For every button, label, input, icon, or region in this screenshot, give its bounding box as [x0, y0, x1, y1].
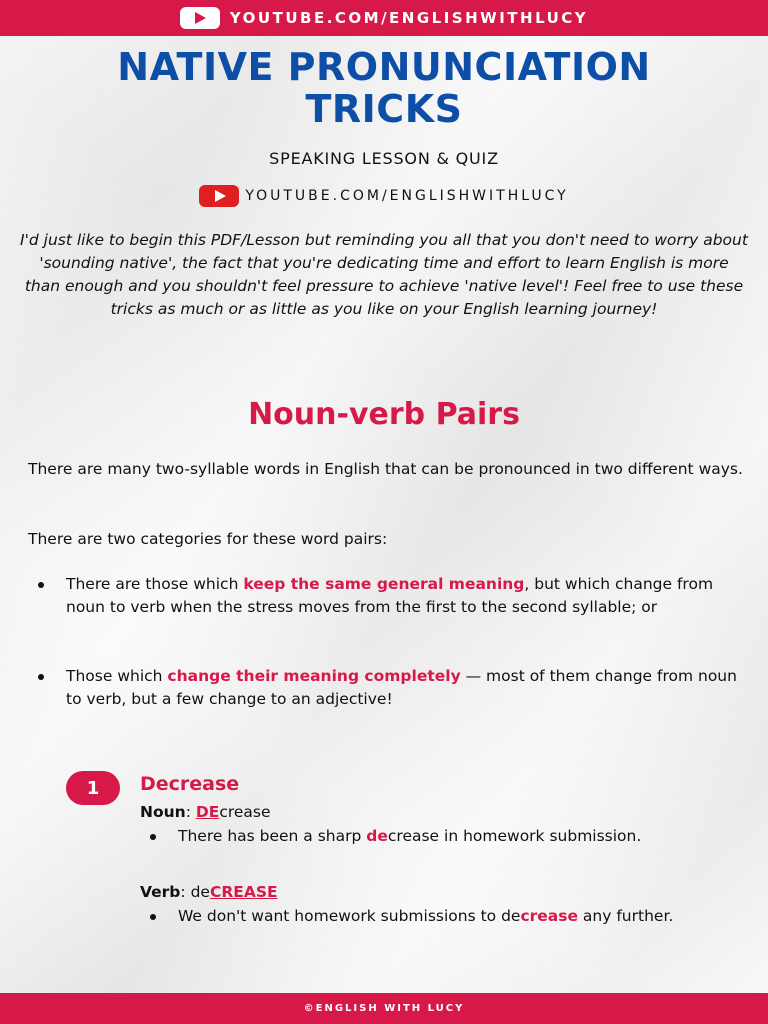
section-title: Noun-verb Pairs [248, 397, 520, 432]
youtube-icon [180, 7, 220, 29]
channel-link[interactable] [0, 185, 768, 207]
section-paragraph-1: There are many two-syllable words in English that can be pronounced in two different ways. [28, 460, 743, 478]
list-item: There are those which keep the same general meaning, but which change from noun to verb when the stress moves from the first to the second syllable; or [28, 573, 748, 619]
title-line-1: NATIVE PRONUNCIATION [117, 45, 651, 89]
highlight-text: change their meaning completely [167, 667, 461, 685]
stressed-syllable: CREASE [209, 883, 278, 901]
footer-text: ©ENGLISH WITH LUCY [303, 1003, 465, 1014]
top-banner [0, 0, 768, 36]
example-number-badge: 1 [66, 771, 120, 805]
category-list-2 [28, 665, 748, 711]
highlight-text: keep the same general meaning [243, 575, 525, 593]
section-paragraph-2: There are two categories for these word pairs: [28, 530, 388, 548]
page-title [0, 46, 768, 130]
intro-paragraph: I'd just like to begin this PDF/Lesson but reminding you all that you don't need to worry about 'sounding native', the fact that you're dedicating time and effort to learn English is more than enough and you shouldn't feel pressure to achieve 'native level'! Feel free to use these tricks as much or as little as you like on your English learning journey! [20, 231, 748, 318]
footer-banner [0, 993, 768, 1024]
youtube-icon [199, 185, 239, 207]
verb-line: Verb: deCREASE [140, 883, 278, 901]
channel-url[interactable]: YOUTUBE.COM/ENGLISHWITHLUCY [245, 188, 569, 204]
top-banner-url[interactable]: YOUTUBE.COM/ENGLISHWITHLUCY [229, 9, 589, 27]
list-item: We don't want homework submissions to decrease any further. [140, 905, 720, 928]
list-item: There has been a sharp decrease in homework submission. [140, 825, 720, 848]
page-subtitle: SPEAKING LESSON & QUIZ [269, 149, 499, 168]
category-list [28, 573, 748, 619]
stressed-syllable: DE [195, 803, 220, 821]
list-item: Those which change their meaning completely — most of them change from noun to verb, but a few change to an adjective! [28, 665, 748, 711]
title-line-2: TRICKS [305, 87, 463, 131]
verb-example-list [140, 905, 720, 928]
noun-line: Noun: DEcrease [140, 803, 271, 821]
example-word: Decrease [140, 773, 240, 795]
noun-example-list [140, 825, 720, 848]
